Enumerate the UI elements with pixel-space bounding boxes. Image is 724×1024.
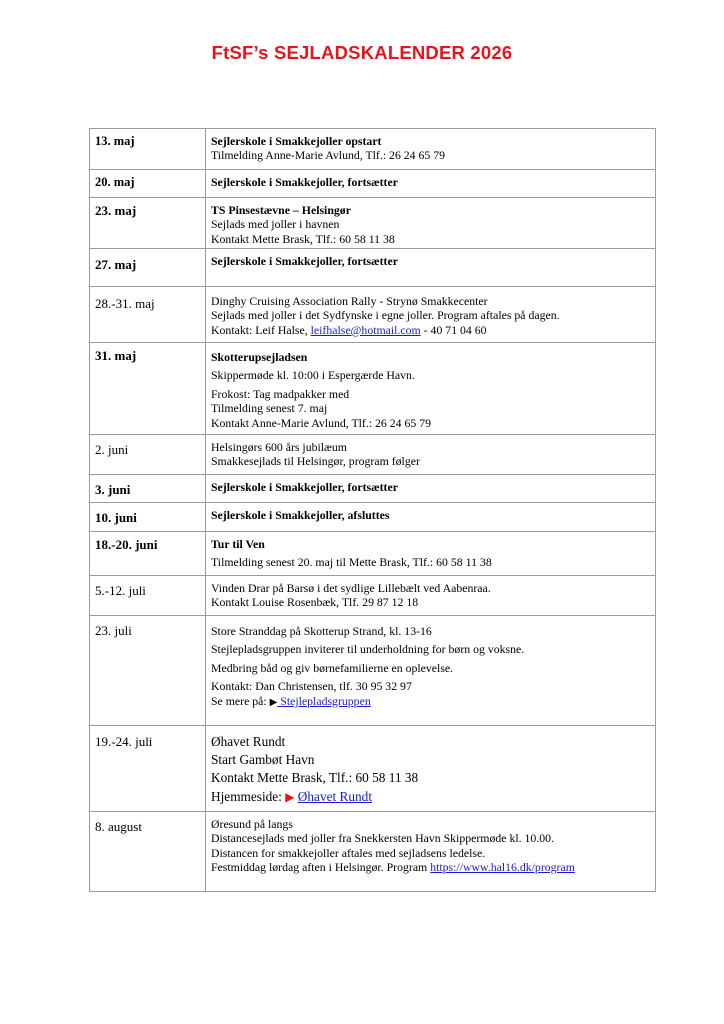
event-cell xyxy=(206,812,656,892)
calendar-row xyxy=(90,435,656,475)
date-cell xyxy=(90,616,206,726)
event-line: Distancen for smakkejoller aftales med sejladsens ledelse. xyxy=(211,845,486,860)
calendar-row xyxy=(90,198,656,249)
event-cell xyxy=(206,475,656,503)
date-cell xyxy=(90,475,206,503)
ohavet-rundt-link[interactable]: Øhavet Rundt xyxy=(297,788,373,804)
event-line: Tilmelding senest 20. maj til Mette Brask, Tlf.: 60 58 11 38 xyxy=(211,555,492,570)
event-line: Smakkesejlads til Helsingør, program følger xyxy=(211,454,420,469)
event-line: Frokost: Tag madpakker med xyxy=(211,386,350,401)
event-cell xyxy=(206,287,656,343)
event-heading: Tur til Ven xyxy=(211,537,265,551)
event-date: 20. maj xyxy=(95,175,135,189)
event-heading: TS Pinsestævne – Helsingør xyxy=(211,203,351,217)
date-cell xyxy=(90,812,206,892)
event-line: Skippermøde kl. 10:00 i Espergærde Havn. xyxy=(211,368,415,383)
event-date: 2. juni xyxy=(95,442,129,457)
event-cell xyxy=(206,435,656,475)
event-heading: Sejlerskole i Smakkejoller, afsluttes xyxy=(211,508,390,522)
event-line: Øresund på langs xyxy=(211,817,293,831)
event-heading: Sejlerskole i Smakkejoller, fortsætter xyxy=(211,480,398,494)
play-arrow-icon: ▶ xyxy=(269,696,278,708)
page-title: FtSF’s SEJLADSKALENDER 2026 xyxy=(211,42,513,63)
date-cell xyxy=(90,198,206,249)
event-line: Medbring båd og giv børnefamilierne en oplevelse. xyxy=(211,660,454,675)
event-line: Kontakt Anne-Marie Avlund, Tlf.: 26 24 65 79 xyxy=(211,415,432,430)
link-prefix: Se mere på: xyxy=(211,693,270,708)
event-date: 18.-20. juni xyxy=(95,537,158,552)
event-date: 27. maj xyxy=(95,257,137,272)
event-line: Start Gambøt Havn xyxy=(211,752,315,768)
stejlepladsgruppen-link[interactable]: Stejlepladsgruppen xyxy=(277,693,371,708)
date-cell xyxy=(90,249,206,287)
date-cell xyxy=(90,343,206,435)
date-cell xyxy=(90,435,206,475)
date-cell xyxy=(90,170,206,198)
date-cell xyxy=(90,129,206,170)
program-url-link[interactable]: https://www.hal16.dk/program xyxy=(430,860,575,875)
event-date: 28.-31. maj xyxy=(95,296,155,311)
date-cell xyxy=(90,287,206,343)
event-line: Store Stranddag på Skotterup Strand, kl. 13-16 xyxy=(211,624,432,638)
calendar-row xyxy=(90,475,656,503)
calendar-row xyxy=(90,249,656,287)
event-cell xyxy=(206,129,656,170)
event-date: 19.-24. juli xyxy=(95,734,153,749)
event-cell xyxy=(206,343,656,435)
event-cell xyxy=(206,576,656,616)
event-contact xyxy=(211,323,649,337)
event-cell xyxy=(206,503,656,532)
event-cell xyxy=(206,616,656,726)
event-cell xyxy=(206,249,656,287)
event-link-line xyxy=(211,694,649,710)
event-line: Sejlads med joller i havnen xyxy=(211,217,340,232)
event-heading: Sejlerskole i Smakkejoller opstart xyxy=(211,134,382,148)
contact-prefix: Kontakt: Leif Halse, xyxy=(211,322,311,337)
calendar-row xyxy=(90,287,656,343)
event-heading: Sejlerskole i Smakkejoller, fortsætter xyxy=(211,254,398,268)
calendar-row xyxy=(90,726,656,812)
event-heading: Sejlerskole i Smakkejoller, fortsætter xyxy=(211,175,398,189)
event-date: 31. maj xyxy=(95,348,137,363)
event-cell xyxy=(206,170,656,198)
email-link[interactable]: leifhalse@hotmail.com xyxy=(310,322,421,337)
event-line xyxy=(211,860,649,874)
event-date: 5.-12. juli xyxy=(95,583,146,598)
event-cell xyxy=(206,198,656,249)
calendar-row xyxy=(90,576,656,616)
event-line: Stejlepladsgruppen inviterer til underholdning for børn og voksne. xyxy=(211,642,525,657)
contact-suffix: - 40 71 04 60 xyxy=(420,322,487,337)
event-date: 3. juni xyxy=(95,482,131,497)
event-line: Øhavet Rundt xyxy=(211,734,286,749)
event-line: Dinghy Cruising Association Rally - Strynø Smakkecenter xyxy=(211,294,488,308)
event-line: Tilmelding Anne-Marie Avlund, Tlf.: 26 24 65 79 xyxy=(211,148,446,163)
link-prefix: Hjemmeside: xyxy=(211,788,286,804)
calendar-row xyxy=(90,812,656,892)
event-line: Kontakt Mette Brask, Tlf.: 60 58 11 38 xyxy=(211,770,419,786)
event-line: Distancesejlads med joller fra Snekkersten Havn Skippermøde kl. 10.00. xyxy=(211,831,555,846)
event-line: Tilmelding senest 7. maj xyxy=(211,401,328,416)
event-line: Kontakt Louise Rosenbæk, Tlf. 29 87 12 18 xyxy=(211,595,419,610)
event-heading: Skotterupsejladsen xyxy=(211,350,308,364)
date-cell xyxy=(90,503,206,532)
event-cell xyxy=(206,532,656,576)
date-cell xyxy=(90,726,206,812)
event-line: Kontakt: Dan Christensen, tlf. 30 95 32 97 xyxy=(211,679,412,694)
play-arrow-icon: ▶ xyxy=(285,789,295,804)
date-cell xyxy=(90,532,206,576)
calendar-row xyxy=(90,129,656,170)
event-date: 23. maj xyxy=(95,203,137,218)
event-link-line xyxy=(211,788,649,806)
line-prefix: Festmiddag lørdag aften i Helsingør. Program xyxy=(211,860,431,875)
event-line: Sejlads med joller i det Sydfynske i egne joller. Program aftales på dagen. xyxy=(211,308,560,323)
calendar-row xyxy=(90,170,656,198)
calendar-row xyxy=(90,503,656,532)
calendar-row xyxy=(90,616,656,726)
sailing-calendar-table xyxy=(89,128,656,892)
event-date: 10. juni xyxy=(95,510,137,525)
calendar-row xyxy=(90,532,656,576)
event-date: 8. august xyxy=(95,819,142,834)
event-date: 13. maj xyxy=(95,134,135,148)
calendar-row xyxy=(90,343,656,435)
date-cell xyxy=(90,576,206,616)
event-line: Vinden Drar på Barsø i det sydlige Lillebælt ved Aabenraa. xyxy=(211,581,491,595)
event-cell xyxy=(206,726,656,812)
event-line: Helsingørs 600 års jubilæum xyxy=(211,440,347,454)
event-date: 23. juli xyxy=(95,623,132,638)
event-line: Kontakt Mette Brask, Tlf.: 60 58 11 38 xyxy=(211,231,395,246)
